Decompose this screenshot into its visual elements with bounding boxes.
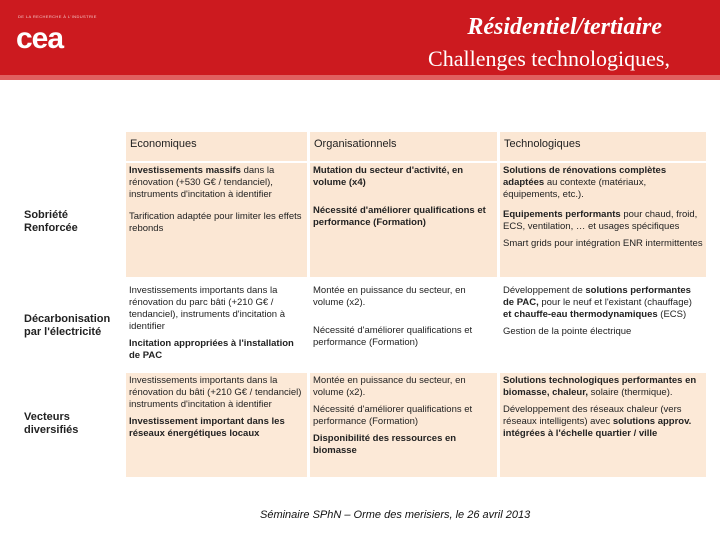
text-bold: Disponibilité des ressources en biomasse xyxy=(313,433,457,456)
row-label-sobriete: Sobriété Renforcée xyxy=(24,209,78,234)
text: Smart grids pour intégration ENR intermittentes xyxy=(503,238,703,249)
logo-tagline: DE LA RECHERCHE À L'INDUSTRIE xyxy=(18,14,97,19)
text: pour chaud, froid, ECS, ventilation, … et usages spécifiques xyxy=(503,209,698,232)
text: dans la rénovation (+530 G€ / tendanciel), instruments d'incitation à identifier xyxy=(129,165,275,200)
text: pour le neuf et l'existant (chauffage) xyxy=(538,297,692,308)
column-header-economiques: Economiques xyxy=(126,132,307,161)
cell-r2-tech xyxy=(500,283,706,371)
text: Développement de xyxy=(503,285,586,296)
slide-header xyxy=(0,0,720,75)
cell-r2-org xyxy=(310,283,497,371)
text: solaire (thermique). xyxy=(588,387,673,398)
column-header-organisationnels: Organisationnels xyxy=(310,132,497,161)
header-divider xyxy=(0,75,720,80)
cell-r1-eco-2: Tarification adaptée pour limiter les effets rebonds xyxy=(126,209,307,277)
slide-title: Résidentiel/tertiaire xyxy=(467,14,662,40)
slide-subtitle: Challenges technologiques, xyxy=(428,46,670,71)
column-header-technologiques: Technologiques xyxy=(500,132,706,161)
cell-r3-org xyxy=(310,373,497,477)
row-label-vecteurs: Vecteurs diversifiés xyxy=(24,411,79,436)
text: Nécessité d'améliorer qualifications et performance (Formation) xyxy=(313,325,473,348)
text: Nécessité d'améliorer qualifications et performance (Formation) xyxy=(313,404,473,427)
text-bold: Investissements massifs xyxy=(129,165,241,176)
cea-logo: cea xyxy=(16,22,64,55)
text-bold: Incitation appropriées à l'installation de PAC xyxy=(129,338,294,361)
text: au contexte (matériaux, équipements, etc.). xyxy=(503,177,647,200)
text: Investissements importants dans la rénovation du bâti (+210 G€ / tendanciel) instruments d'incitation à identifier xyxy=(129,375,302,410)
text-bold: Solutions de rénovations complètes adaptées xyxy=(503,165,667,188)
cell-r3-tech xyxy=(500,373,706,477)
text-bold: solutions performantes de PAC, xyxy=(503,285,691,308)
cell-r1-org-1 xyxy=(310,163,497,203)
text-bold: solutions approv. intégrées à l'échelle quartier / ville xyxy=(503,416,692,439)
cell-r1-org-2 xyxy=(310,203,497,277)
cell-r1-eco-1 xyxy=(126,163,307,209)
text: Montée en puissance du secteur, en volume (x2). xyxy=(313,375,466,398)
text-bold: Nécessité d'améliorer qualifications et performance (Formation) xyxy=(313,205,486,228)
cell-r1-tech-1 xyxy=(500,163,706,207)
text-bold: Investissement important dans les réseaux énergétiques locaux xyxy=(129,416,285,439)
text-bold: Mutation du secteur d'activité, en volume (x4) xyxy=(313,165,464,188)
cell-r3-eco xyxy=(126,373,307,477)
text: Montée en puissance du secteur, en volume (x2). xyxy=(313,285,466,308)
cell-r1-tech-2 xyxy=(500,207,706,277)
text-bold: Equipements performants xyxy=(503,209,621,220)
text: Gestion de la pointe électrique xyxy=(503,326,632,337)
slide-footer: Séminaire SPhN – Orme des merisiers, le 26 avril 2013 xyxy=(260,509,531,521)
row-label-decarbonisation: Décarbonisation par l'électricité xyxy=(24,313,111,338)
text-bold: et chauffe-eau thermodynamiques xyxy=(503,309,658,320)
text-bold: Solutions technologiques performantes en biomasse, chaleur, xyxy=(503,375,697,398)
cell-r2-eco xyxy=(126,283,307,371)
text: Investissements importants dans la rénovation du parc bâti (+210 G€ / tendanciel), instruments d'incitation à identifier xyxy=(129,285,286,332)
text: Développement des réseaux chaleur (vers réseaux intelligents) avec xyxy=(503,404,682,427)
text: (ECS) xyxy=(657,309,687,320)
